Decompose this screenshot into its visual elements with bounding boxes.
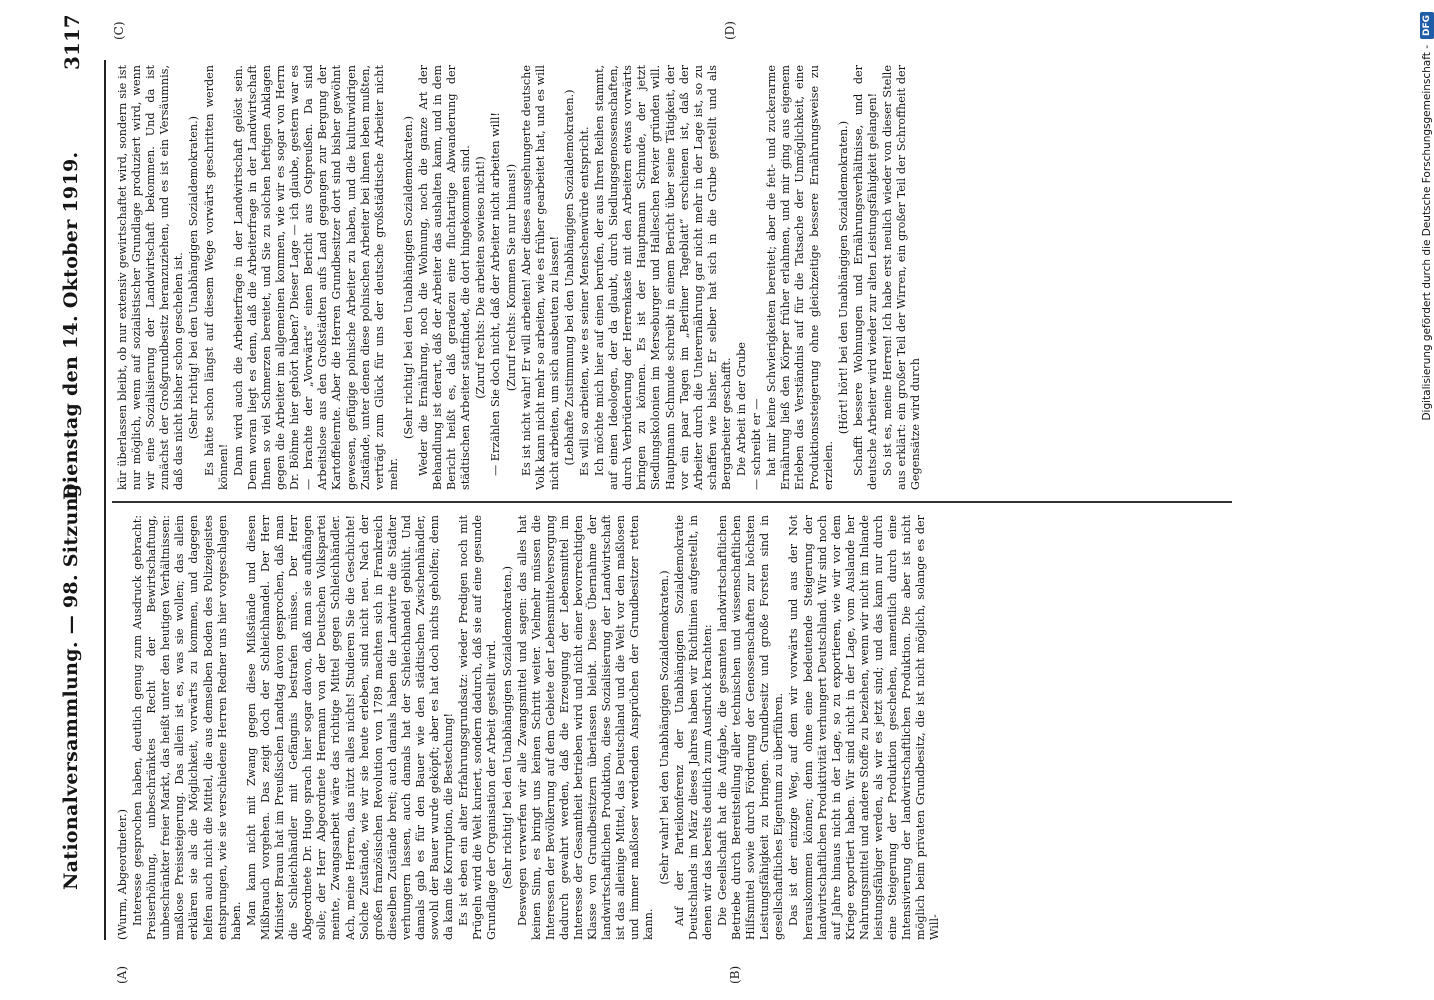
margin-mark-d: (D) bbox=[723, 21, 737, 40]
paragraph: (Sehr richtig! bei den Unabhängigen Sozialdemokraten.) bbox=[187, 115, 201, 440]
paragraph: (Lebhafte Zustimmung bei den Unabhängigen Sozialdemokraten.) bbox=[562, 89, 576, 466]
paragraph: Ich möchte mich hier auf einen berufen, der aus Ihren Reihen stammt, auf einen Ideologen, der da glaubt, durch Siedlungsgenossenschaften, durch Verbrüderung der Herrenkaste mit den Arbeitern etwas vorwärts bringen zu können. Es ist der Hauptmann Schmude, der jetzt Siedlungskolonien im Merseburger und Halleschen Revier gründen will. Hauptmann Schmude schreibt in einem Bericht über seine Tätigkeit, der vor ein paar Tagen im „Berliner Tageblatt“ erschienen ist, daß der Arbeiter durch die Unterernährung gar nicht mehr in der Lage ist, so zu schaffen wie bisher. Er selber hat sich in die Grube gestellt und als Bergarbeiter geschafft. bbox=[593, 65, 733, 490]
paragraph: (Sehr richtig! bei den Unabhängigen Sozialdemokraten.) bbox=[500, 565, 514, 890]
header-date: Dienstag den 14. Oktober 1919. bbox=[60, 151, 82, 500]
column-divider bbox=[112, 502, 1232, 504]
paragraph: Dann wird auch die Arbeiterfrage in der Landwirtschaft gelöst sein. Denn woran liegt es denn, daß die Arbeiterfrage in der Landwirtschaft Ihnen so viel Schmerzen bereitet, und Sie zu solchen heftigen Anklagen gegen die Arbeiter im allgemeinen kommen, wie wir es sogar von Herrn Dr. Böhme hier gehört haben? Dieser Lage — ich glaube, gestern war es — brachte der „Vorwärts“ einen Bericht aus Ostpreußen. Da sind Arbeitslose aus den Großstädten aufs Land gegangen zur Bergung der Kartoffelernte. Aber die Herren Grundbesitzer dort sind bisher gewöhnt gewesen, gefügige polnische Arbeiter zu haben, und die kulturwidrigen Zustände, unter denen diese polnischen Arbeiter bei ihnen leben mußten, verträgt zum Glück für uns der deutsche großstädtische Arbeiter nicht mehr. bbox=[231, 65, 400, 490]
paragraph: (Wurm, Abgeordneter.) bbox=[116, 809, 129, 940]
paragraph: Die Gesellschaft hat die Aufgabe, die gesamten landwirtschaftlichen Betriebe durch Bereitstellung aller technischen und wissenschaftlichen Hilfsmittel sowie durch Förderung der Genossenschaften zur höchsten Leistungsfähigkeit zu bringen. Grundbesitz und große Forsten sind in gesellschaftliches Eigentum zu überführen. bbox=[715, 515, 786, 940]
paragraph: Interesse gesprochen haben, deutlich genug zum Ausdruck gebracht: Preiserhöhung, unbeschränktes Recht der Bewirtschaftung, unbeschränkter freier Markt, das heißt unter den heutigen Verhältnissen: maßlose Preissteigerung. Das allein ist es, was sie wollen; das allein erklären sie als die Möglichkeit, vorwärts zu kommen, und dagegen helfen auch nicht die Mittel, die aus demselben Boden des Polizeigeistes entsprungen, wie sie verschiedene Herren Redner uns hier vorgeschlagen haben. bbox=[131, 515, 243, 940]
dfg-logo: DFG bbox=[1420, 12, 1434, 39]
paragraph: Man kann nicht mit Zwang gegen diese Mißstände und diesen Mißbrauch vorgehen. Das zeigt doch der Schleichhandel. Der Herr Minister Braun hat im Preußischen Landtag davon gesprochen, daß man die Schleichhändler mit Gefängnis bestrafen müsse. Der Herr Abgeordnete Dr. Hugo sprach hier sogar davon, daß man sie aufhängen solle; der Herr Abgeordnete Hermann von der Deutschen Volkspartei meinte, Zwangsarbeit wäre das richtige Mittel gegen Schleichhändler. Ach, meine Herren, das nützt alles nichts! Studieren Sie die Geschichte! Solche Zustände, wie wir sie heute erleben, sind nicht neu. Nach der großen französischen Revolution von 1789 machten sich in Frankreich dieselben Zustände breit; auch damals haben die Landwirte die Städter verhungern lassen, auch damals hat der Schleichhandel geblüht. Und damals gab es für den Bauer wie den städtischen Zwischenhändler, sowohl der Bauer wurde geköpft; aber es hat doch nichts geholfen; denn da kam die Korruption, die Bestechung! bbox=[244, 515, 456, 940]
paragraph: Das ist der einzige Weg, auf dem wir vorwärts und aus der Not herauskommen können; denn ohne eine bedeutende Steigerung der landwirtschaftlichen Produktivität verhungert Deutschland. Wir sind noch auf Jahre hinaus nicht in der Lage, so zu exportieren, wie wir vor dem Kriege exportiert haben. Wir sind nicht in der Lage, vom Auslande her Nahrungsmittel und andere Stoffe zu beziehen, wenn wir nicht im Inlande leistungsfähiger werden, als wir es jetzt sind; und das kann nur durch eine Steigerung der Produktion geschehen, namentlich durch eine Intensivierung der landwirtschaftlichen Produktion. Die aber ist nicht möglich beim privaten Grundbesitz, die ist nicht möglich, solange es der Will- bbox=[787, 515, 942, 940]
header-left-title: Nationalversammlung. — 98. Sitzung. bbox=[60, 476, 82, 890]
right-text-column bbox=[116, 65, 1232, 490]
paragraph: Es ist eben ein alter Erfahrungsgrundsatz: wieder Predigen noch mit Prügeln wird die Welt kuriert, sondern dadurch, daß sie auf eine gesunde Grundlage der Organisation der Arbeit gestellt wird. bbox=[457, 515, 499, 940]
margin-mark-b: (B) bbox=[728, 965, 742, 984]
left-text-column bbox=[116, 515, 1232, 940]
paragraph: Weder die Ernährung, noch die Wohnung, noch die ganze Art der Behandlung ist derart, daß der Arbeiter das aushalten kann, und in dem Bericht heißt es, daß geradezu eine fluchtartige Abwanderung der städtischen Arbeiter stattfindet, die dort hingekommen sind. bbox=[416, 65, 473, 490]
paragraph: Es ist nicht wahr! Er will arbeiten! Aber dieses ausgehungerte deutsche Volk kann nicht mehr so arbeiten, wie es früher gearbeitet hat, und es will nicht arbeiten, um sich ausbeuten zu lassen! bbox=[519, 65, 561, 490]
paragraph: Die Arbeit in der Grube bbox=[735, 342, 749, 476]
digitization-credit-text: Digitalisierung gefördert durch die Deutsche Forschungsgemeinschaft - bbox=[1421, 45, 1433, 421]
paragraph: Es will so arbeiten, wie es seiner Menschenwürde entspricht. bbox=[578, 126, 591, 476]
page-number: 3117 bbox=[60, 14, 84, 70]
margin-mark-a: (A) bbox=[115, 965, 129, 984]
paragraph: (Sehr wahr! bei den Unabhängigen Sozialdemokraten.) bbox=[657, 570, 671, 885]
paragraph: kür überlassen bleibt, ob nur extensiv gewirtschaftet wird, sondern sie ist nur möglich, wenn auf sozialistischer Grundlage produziert wird, wenn wir eine Sozialisierung der Landwirtschaft bekommen. Und da ist zunächst der Großgrundbesitz heranzuziehen, und es ist ein Versäumnis, daß das nicht bisher schon geschehen ist. bbox=[116, 65, 186, 490]
paragraph: (Zuruf rechts: Die arbeiten sowieso nicht!) bbox=[474, 156, 488, 399]
paragraph: (Sehr richtig! bei den Unabhängigen Sozialdemokraten.) bbox=[401, 115, 415, 440]
paragraph: (Hört! hört! bei den Unabhängigen Sozialdemokraten.) bbox=[836, 120, 850, 435]
digitization-credit-strip bbox=[1408, 0, 1434, 1000]
paragraph: Es hätte schon längst auf diesem Wege vorwärts geschritten werden können! bbox=[202, 65, 230, 490]
paragraph: Schafft bessere Wohnungen und Ernährungsverhältnisse, und der deutsche Arbeiter wird wieder zur alten Leistungsfähigkeit gelangen! bbox=[851, 65, 879, 490]
paragraph: — schreibt er — bbox=[750, 398, 764, 490]
page-header bbox=[0, 0, 112, 1000]
margin-mark-c: (C) bbox=[112, 21, 126, 40]
paragraph: — Erzählen Sie doch nicht, daß der Arbeiter nicht arbeiten will! bbox=[489, 112, 503, 476]
paragraph: (Zuruf rechts: Kommen Sie nur hinaus!) bbox=[504, 163, 518, 392]
paragraph: Auf der Parteikonferenz der Unabhängigen Sozialdemokratie Deutschlands im März dieses Jahres haben wir Richtlinien aufgestellt, in denen wir das bereits deutlich zum Ausdruck brachten: bbox=[672, 515, 714, 940]
paragraph: So ist es, meine Herren! Ich habe erst neulich wieder von dieser Stelle aus erklärt: ein großer Teil der Wirren, ein großer Teil der Schroffheit der Gegensätze wird durch bbox=[880, 65, 923, 490]
paragraph: hat mir keine Schwierigkeiten bereitet; aber die fett- und zuckerarme Ernährung ließ den Körper früher erlahmen, und mir ging aus eigenem Erleben das Verständnis auf für die Tatsache der Unmöglichkeit, eine Produktionssteigerung ohne gleichzeitige bessere Ernährungsweise zu erzielen. bbox=[765, 65, 835, 490]
header-rule bbox=[104, 60, 106, 940]
paragraph: Deswegen verwerfen wir alle Zwangsmittel und sagen: das alles hat keinen Sinn, es bringt uns keinen Schritt weiter. Vielmehr müssen die Interessen der Bevölkerung auf dem Gebiete der Lebensmittelversorgung dadurch gewahrt werden, daß die Erzeugung der Lebensmittel im Interesse der Gesamtheit betrieben wird und nicht einer bevorrechtigten Klasse von Grundbesitzern überlassen bleibt. Diese Übernahme der landwirtschaftlichen Produktion, diese Sozialisierung der Landwirtschaft ist das alleinige Mittel, das Deutschland und die Welt vor den maßlosen und immer maßloser werdenden Ansprüchen der Grundbesitzer retten kann. bbox=[515, 515, 656, 940]
